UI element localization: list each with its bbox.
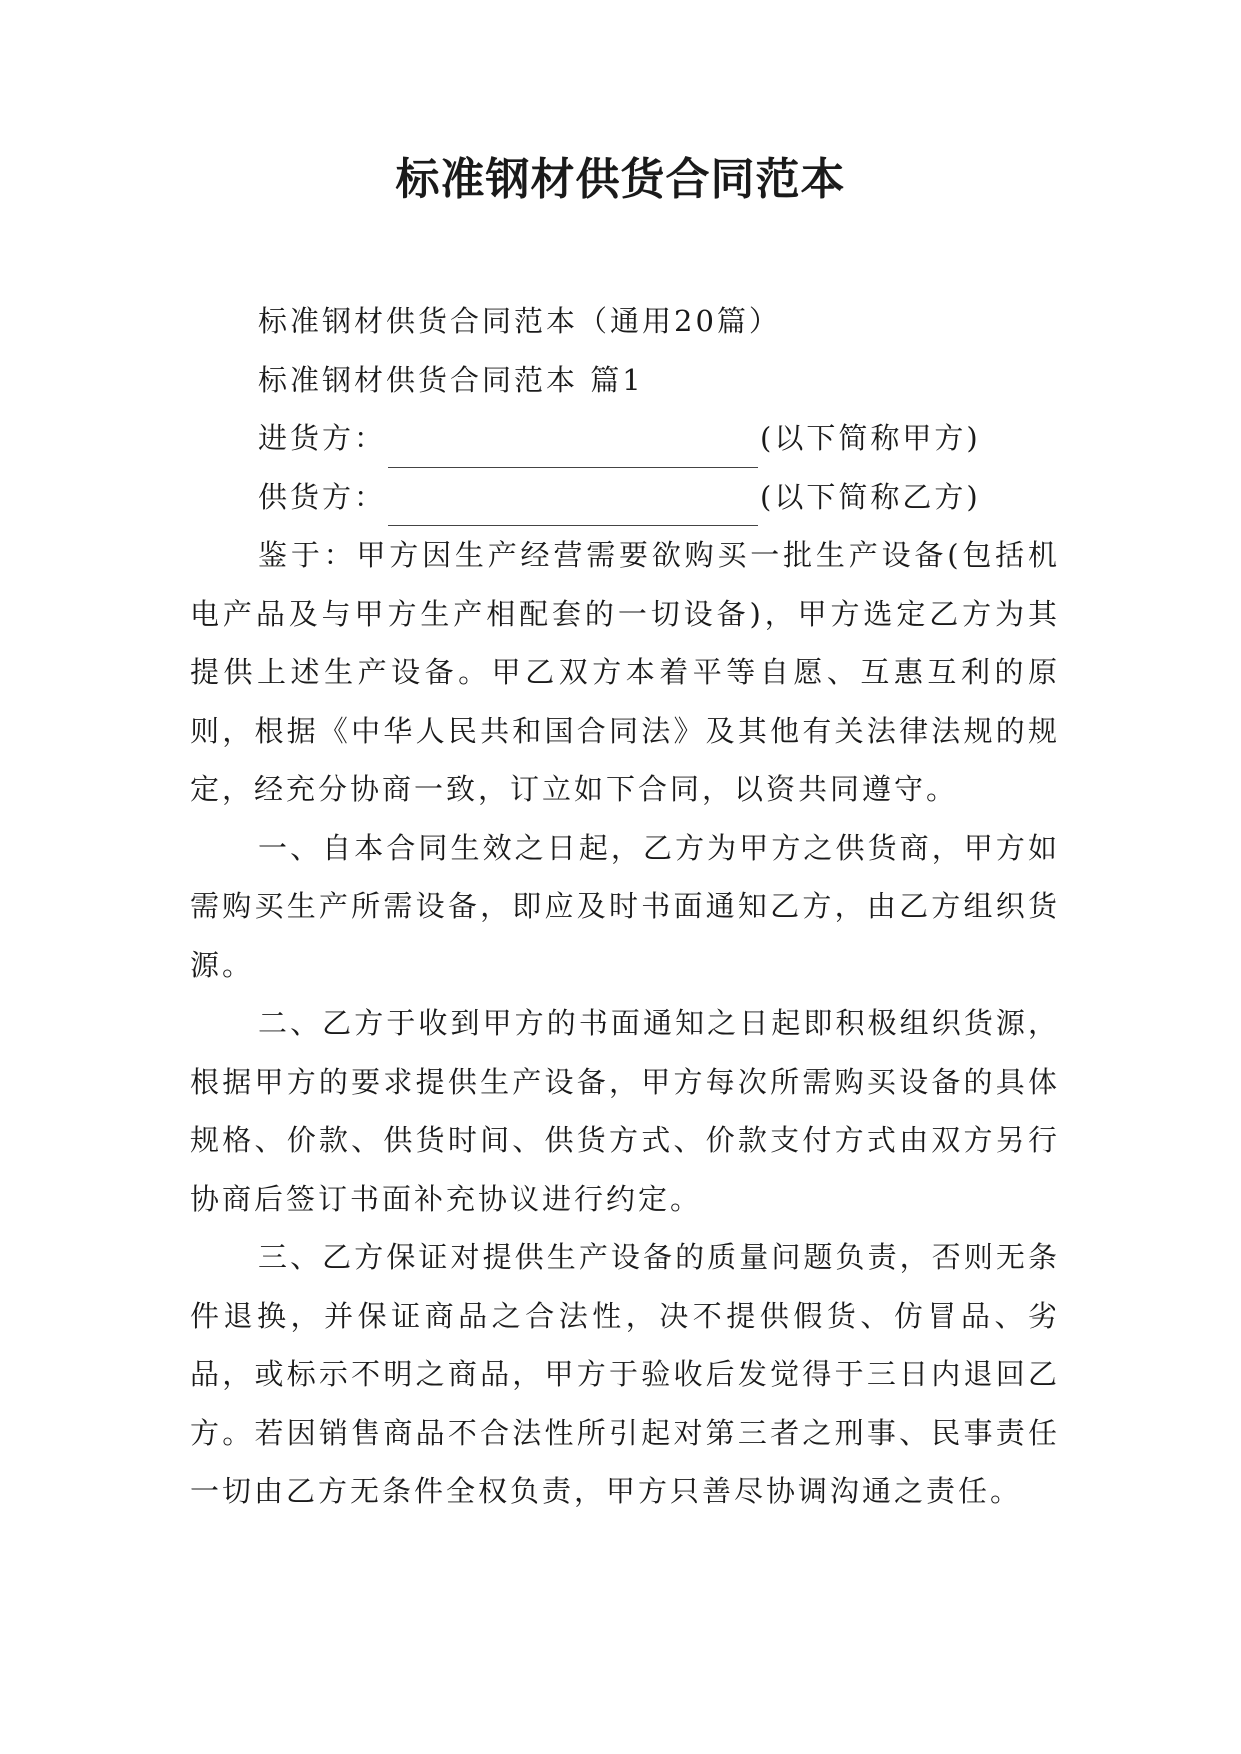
document-title: 标准钢材供货合同范本 xyxy=(395,154,846,205)
supplier-label: 供货方： xyxy=(258,479,387,514)
section-heading: 标准钢材供货合同范本 篇1 xyxy=(258,362,644,397)
buyer-blank-field xyxy=(388,433,758,468)
buyer-line xyxy=(190,409,1060,468)
supplier-suffix: (以下简称乙方) xyxy=(760,479,981,514)
clause-1-paragraph: 一、自本合同生效之日起，乙方为甲方之供货商，甲方如需购买生产所需设备，即应及时书面通知乙方，由乙方组织货源。 xyxy=(190,830,1060,982)
clause-3-paragraph: 三、乙方保证对提供生产设备的质量问题负责，否则无条件退换，并保证商品之合法性，决不提供假货、仿冒品、劣品，或标示不明之商品，甲方于验收后发觉得于三日内退回乙方。若因销售商品不合法性所引起对第三者之刑事、民事责任一切由乙方无条件全权负责，甲方只善尽协调沟通之责任。 xyxy=(190,1240,1060,1508)
document-body xyxy=(190,292,1060,1521)
preamble-paragraph: 鉴于：甲方因生产经营需要欲购买一批生产设备(包括机电产品及与甲方生产相配套的一切设备)，甲方选定乙方为其提供上述生产设备。甲乙双方本着平等自愿、互惠互利的原则，根据《中华人民共和国合同法》及其他有关法律法规的规定，经充分协商一致，订立如下合同，以资共同遵守。 xyxy=(190,538,1060,806)
buyer-label: 进货方： xyxy=(258,421,387,455)
supplier-line xyxy=(190,468,1060,527)
clause-2-paragraph: 二、乙方于收到甲方的书面通知之日起即积极组织货源，根据甲方的要求提供生产设备，甲方每次所需购买设备的具体规格、价款、供货时间、供货方式、价款支付方式由双方另行协商后签订书面补充协议进行约定。 xyxy=(190,1006,1060,1216)
supplier-blank-field xyxy=(388,491,758,526)
buyer-suffix: (以下简称甲方) xyxy=(760,421,981,455)
document-subtitle: 标准钢材供货合同范本（通用20篇） xyxy=(258,304,781,338)
